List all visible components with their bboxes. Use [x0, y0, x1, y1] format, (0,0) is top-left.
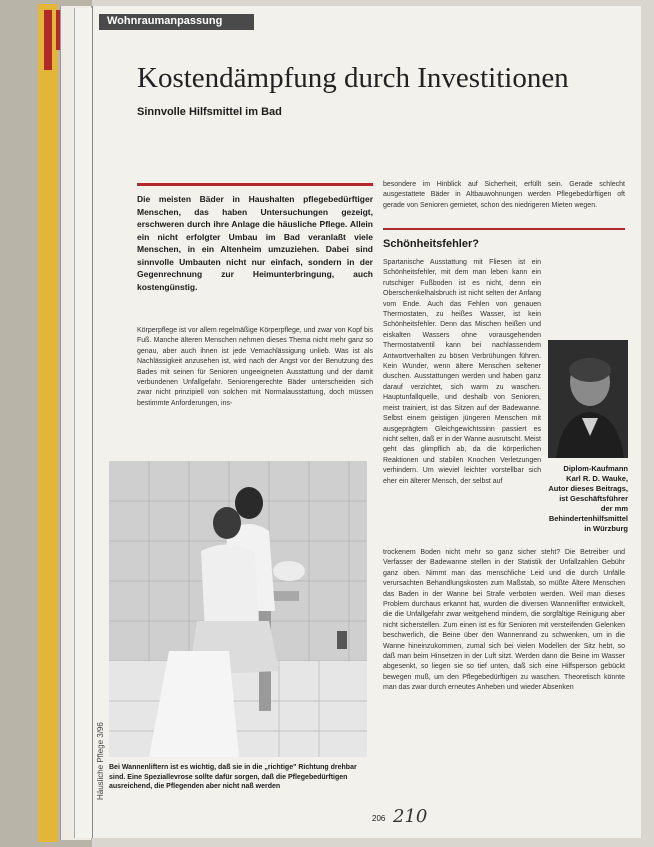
section-heading: Schönheitsfehler?	[383, 238, 479, 250]
red-rule	[137, 183, 373, 186]
body-text-left: Körperpflege ist vor allem regelmäßige Körperpflege, und zwar von Kopf bis Fuß. Manche älteren Menschen nehmen dieses Thema nicht mehr ganz so genau, aber auch ihnen ist jede Vernachlässigung unlieb. Was ist als Nachlässigkeit anzusehen ist, wird nach der Angst vor der Benutzung des Bades mit seinen für Senioren ungeeigneten Ausstattung und der damit verbundenen Unfallgefahr. Seniorengerechte Bäder unterscheiden sich zwar nicht prinzipiell von solchen mit Normalausstattung, doch müssen bestimmte Anforderungen, ins-	[137, 327, 373, 407]
section-header	[99, 14, 254, 30]
photo-caption: Bei Wannenliftern ist es wichtig, daß sie in die „richtige" Richtung drehbar sind. Eine Speziallevrose sollte dafür sorgen, daß die Pflegebedürftigen ausreichend, die Pflegenden aber nicht naß werden	[109, 764, 357, 791]
side-publication-note	[96, 640, 110, 800]
yellow-divider	[38, 4, 58, 842]
bath-lift-photo	[109, 461, 367, 757]
red-tab	[44, 10, 52, 70]
body-text-right-wide: trockenem Boden nicht mehr so ganz sicher steht? Die Betreiber und Verfasser der Badewanne stellen in der Statistik der Unfallzahlen Gebühr ganz oben. Nimmt man das menschliche Leid und die durch Unfälle verursachten Behandlungskosten zum Maßstab, so müßte Ältere Menschen das Baden in der Wanne bei Strafe verboten werden. Weil man dieses Problem durchaus erkannt hat, wurden die diversen Wannenlifter entwickelt, die die Unfallgefahr zwar weitgehend mindern, die sorgfältige Reinigung aber nicht sicherstellen. Zum einen ist es für Senioren mit versteifenden Gelenken beschwerlich, die Beine über den Wannenrand zu schwenken, um in die Wanne hineinzukommen, zumal sich bei vielen Modellen der Sitz hebt, so daß man beim Hinsetzen in der Luft sitzt. Werden dann die Beine im Wasser abgesenkt, so liegen sie so tief unten, daß sich eine Hilfsperson gebückt bewegen muß, um den Pflegebedürftigen zu waschen. Theoretisch könnte man das zwar durch erneutes Anheben und wieder Absenken	[383, 549, 625, 692]
section-label: Wohnraumanpassung	[107, 15, 223, 27]
author-portrait	[548, 340, 628, 458]
handwritten-page-number: 210	[393, 806, 428, 827]
author-caption: Diplom-Kaufmann Karl R. D. Wauke, Autor dieses Beitrags, ist Geschäftsführer der mm Behindertenhilfsmittel in Würzburg	[548, 464, 628, 533]
article-subtitle: Sinnvolle Hilfsmittel im Bad	[137, 106, 282, 118]
body-text-right-column: Spartanische Ausstattung mit Fliesen ist ein Schönheitsfehler, mit dem man leben kann ein rutschiger Fußboden ist es nicht, denn ein Oberschenkelhalsbruch ist nicht selten der Anfang vom Ende. Auch das Fehlen von genauen Thermostaten, zu heißes Wasser, ist kein Schönheitsfehler. Denn das Mischen heißen und eiskalten Wassers ohne vorausgehenden Thermostatventil kann bei nachlassendem Antwortverhalten zu bösen Verbrühungen führen. Kein Wunder, wenn ältere Menschen seltener duschen. Ausstattungen werden und haben ganz darauf verzichtet, sich warm zu waschen. Hauptunfallquelle, und deshalb von Senioren, meist trainiert, ist das Sitzen auf der Badewanne. Selbst einem geistigen jüngeren Menschen mit ausgeprägtem Gleichgewichtssinn passiert es nicht selten, daß er in der Wanne ausrutscht. Meist geht das glimpflich ab, da die körperlichen Reaktionen und stabilen Knochen Verletzungen verhindern. Um wieviel leichter vorstellbar sich eher ein älterer Mensch, der selbst auf	[383, 259, 541, 485]
page-number: 206	[372, 814, 386, 823]
body-text-right-top: besondere im Hinblick auf Sicherheit, erfüllt sein. Gerade schlecht ausgestattete Bäder in Altbauwohnungen werden Pflegebedürftigen oft gerade von Senioren gemietet, schon des niedrigeren Mieten wegen.	[383, 181, 625, 209]
red-rule	[383, 228, 625, 230]
article-title: Kostendämpfung durch Investitionen	[137, 62, 569, 94]
side-publication-text: Häusliche Pflege 3/96	[96, 722, 105, 800]
intro-paragraph: Die meisten Bäder in Haushalten pflegebedürftiger Menschen, das haben Untersuchungen gezeigt, erschweren durch ihre Anlage die häusliche Pflege. Allein ein nicht erfolgter Umbau im Bad veranlaßt viele Menschen, in ein Altenheim umzuziehen. Dabei sind sinnvolle Umbauten nicht nur einfach, sondern in der Gegenrechnung zur Heimunterbringung, auch kostengünstig.	[137, 194, 373, 292]
